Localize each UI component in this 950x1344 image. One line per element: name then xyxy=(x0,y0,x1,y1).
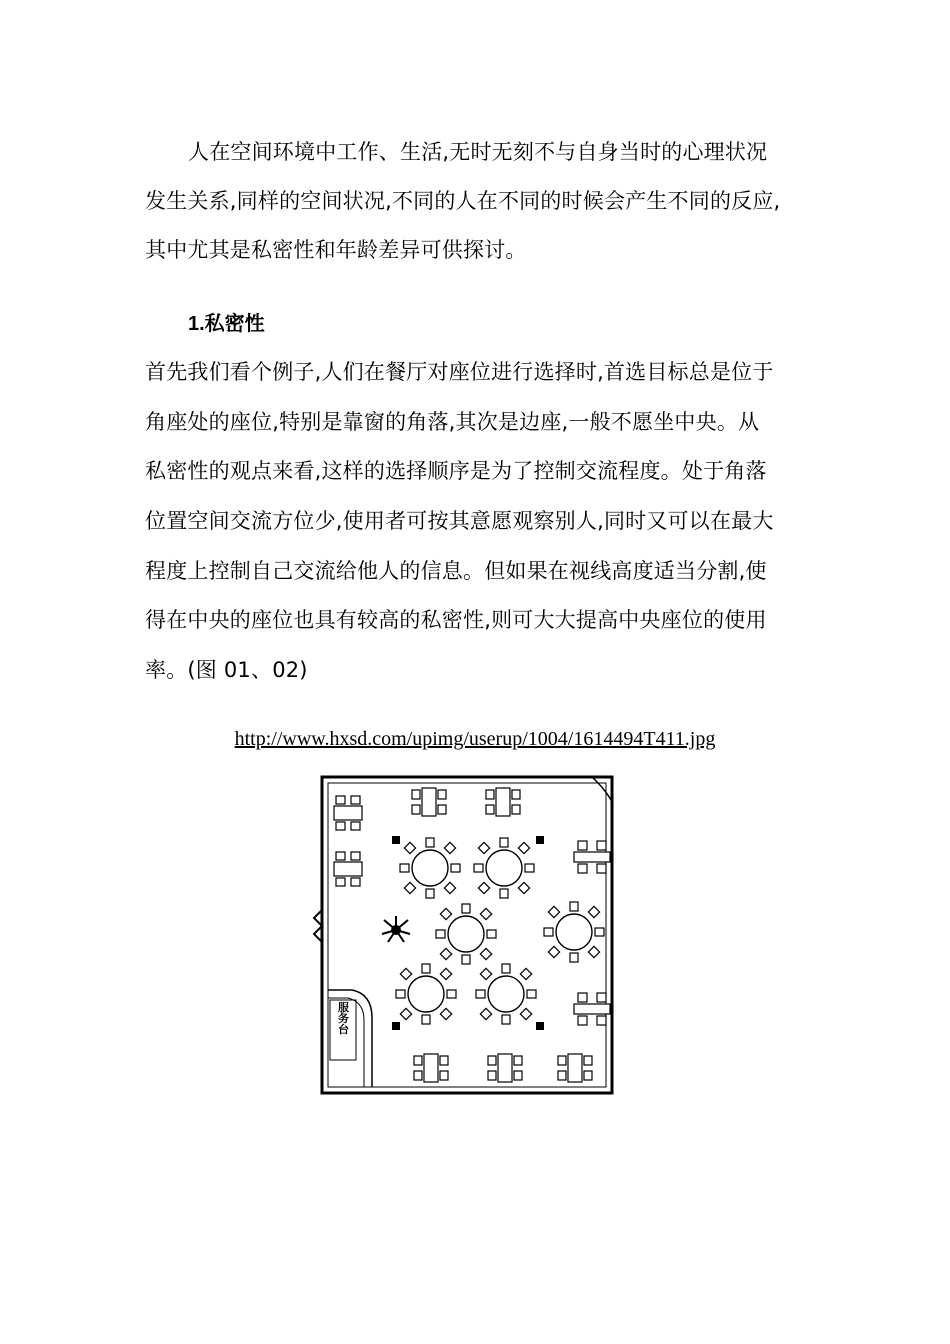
paragraph-line: 其中尤其是私密性和年龄差异可供探讨。 xyxy=(145,238,527,262)
paragraph-line: 位置空间交流方位少,使用者可按其意愿观察别人,同时又可以在最大 xyxy=(145,509,774,533)
paragraph-line: 程度上控制自己交流给他人的信息。但如果在视线高度适当分割,使 xyxy=(145,559,767,583)
paragraph-line: 首先我们看个例子,人们在餐厅对座位进行选择时,首选目标总是位于 xyxy=(145,360,774,384)
paragraph-line: 发生关系,同样的空间状况,不同的人在不同的时候会产生不同的反应, xyxy=(145,189,781,213)
paragraph-line: 人在空间环境中工作、生活,无时无刻不与自身当时的心理状况 xyxy=(188,140,768,164)
paragraph-line: 得在中央的座位也具有较高的私密性,则可大大提高中央座位的使用 xyxy=(145,608,767,632)
paragraph-line: 角座处的座位,特别是靠窗的角落,其次是边座,一般不愿坐中央。从 xyxy=(145,410,760,434)
paragraph-line: 率。(图 01、02) xyxy=(145,658,308,682)
plant-icon xyxy=(382,916,410,942)
image-url-link[interactable]: http://www.hxsd.com/upimg/userup/1004/1614494T411.jpg xyxy=(234,728,716,750)
section-heading: 1.私密性 xyxy=(188,313,265,335)
paragraph-line: 私密性的观点来看,这样的选择顺序是为了控制交流程度。处于角落 xyxy=(145,459,767,483)
restaurant-floor-plan xyxy=(300,772,620,1102)
service-desk-label: 服务台 xyxy=(336,1001,350,1035)
